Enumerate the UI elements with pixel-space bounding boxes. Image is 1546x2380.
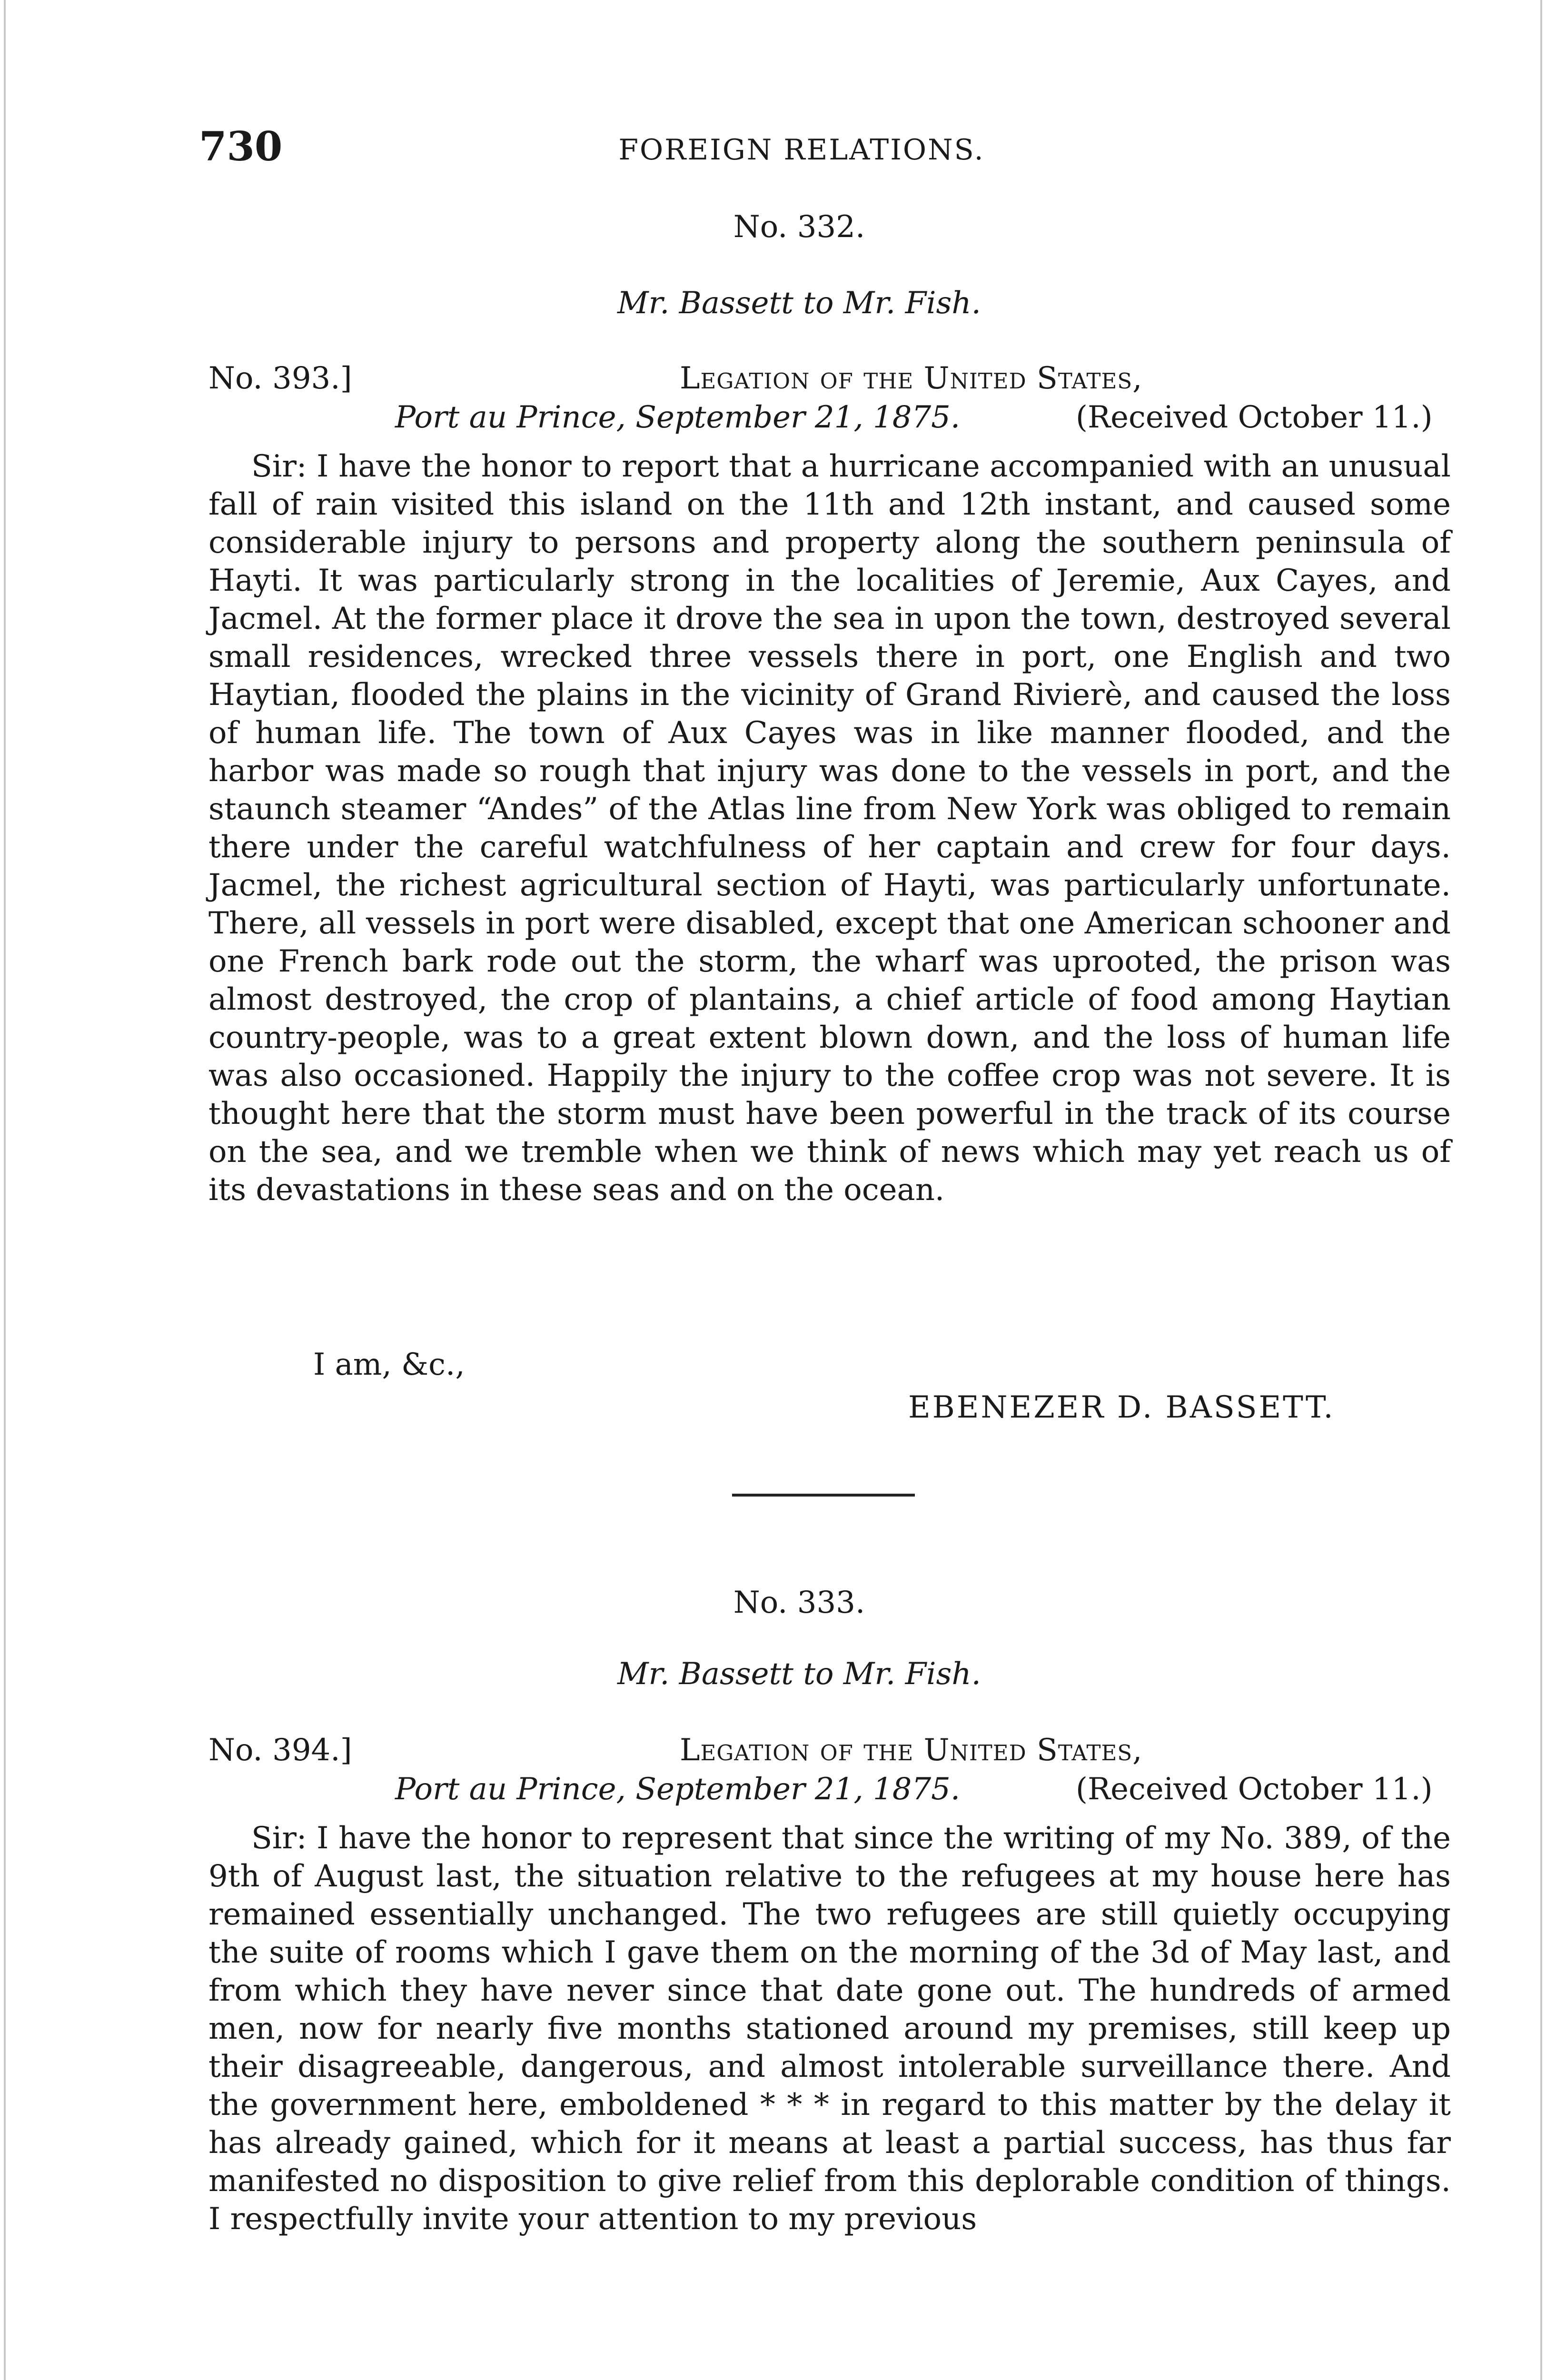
running-title: FOREIGN RELATIONS. xyxy=(618,133,985,167)
page-edge-left xyxy=(4,0,6,2380)
section-divider xyxy=(732,1494,915,1497)
doc-332-legation: Legation of the United States, xyxy=(680,361,1143,396)
doc-332-signature: EBENEZER D. BASSETT. xyxy=(908,1390,1335,1425)
doc-332-place-date: Port au Prince, September 21, 1875. xyxy=(395,400,961,435)
doc-333-received: (Received October 11.) xyxy=(1076,1772,1433,1807)
page-number: 730 xyxy=(199,123,283,170)
doc-332-body: Sir: I have the honor to report that a hurricane accompanied with an unusual fall of rain visited this island on the 11th and 12th instant, and caused some considerable injury to persons and property along the southern peninsula of Hayti. It was particularly strong in the localities of Jeremie, Aux Cayes, and Jacmel. At the former place it drove the sea in upon the town, destroyed several small residences, wrecked three vessels there in port, one English and two Haytian, flooded the plains in the vicinity of Grand Rivierè, and caused the loss of human life. The town of Aux Cayes was in like manner flooded, and the harbor was made so rough that injury was done to the vessels in port, and the staunch steamer “Andes” of the Atlas line from New York was obliged to remain there under the careful watchfulness of her captain and crew for four days. Jacmel, the richest agricultural section of Hayti, was particularly unfortunate. There, all vessels in port were disabled, except that one American schooner and one French bark rode out the storm, the wharf was uprooted, the prison was almost destroyed, the crop of plantains, a chief article of food among Haytian country-people, was to a great extent blown down, and the loss of human life was also occasioned. Happily the injury to the coffee crop was not severe. It is thought here that the storm must have been powerful in the track of its course on the sea, and we tremble when we think of news which may yet reach us of its devastations in these seas and on the ocean. xyxy=(208,449,1451,1208)
doc-332-closing: I am, &c., xyxy=(313,1347,465,1382)
doc-333-legation: Legation of the United States, xyxy=(680,1733,1143,1768)
doc-332-heading: Mr. Bassett to Mr. Fish. xyxy=(617,286,981,321)
doc-332-received: (Received October 11.) xyxy=(1076,400,1433,435)
doc-333-number: No. 333. xyxy=(733,1585,865,1620)
doc-332-ref: No. 393.] xyxy=(208,361,352,396)
doc-333-ref: No. 394.] xyxy=(208,1733,352,1768)
doc-333-body: Sir: I have the honor to represent that since the writing of my No. 389, of the 9th of August last, the situation relative to the refugees at my house here has remained essentially unchanged. The two refugees are still quietly occupying the suite of rooms which I gave them on the morning of the 3d of May last, and from which they have never since that date gone out. The hundreds of armed men, now for nearly five months stationed around my premises, still keep up their disagreeable, dangerous, and almost intolerable surveillance there. And the government here, emboldened * * * in regard to this matter by the delay it has already gained, which for it means at least a partial success, has thus far manifested no disposition to give relief from this deplorable condition of things. I respectfully invite your attention to my previous xyxy=(208,1821,1451,2237)
doc-332-number: No. 332. xyxy=(733,209,865,245)
doc-333-heading: Mr. Bassett to Mr. Fish. xyxy=(617,1656,981,1692)
page-edge-right xyxy=(1540,0,1542,2380)
doc-333-place-date: Port au Prince, September 21, 1875. xyxy=(395,1772,961,1807)
